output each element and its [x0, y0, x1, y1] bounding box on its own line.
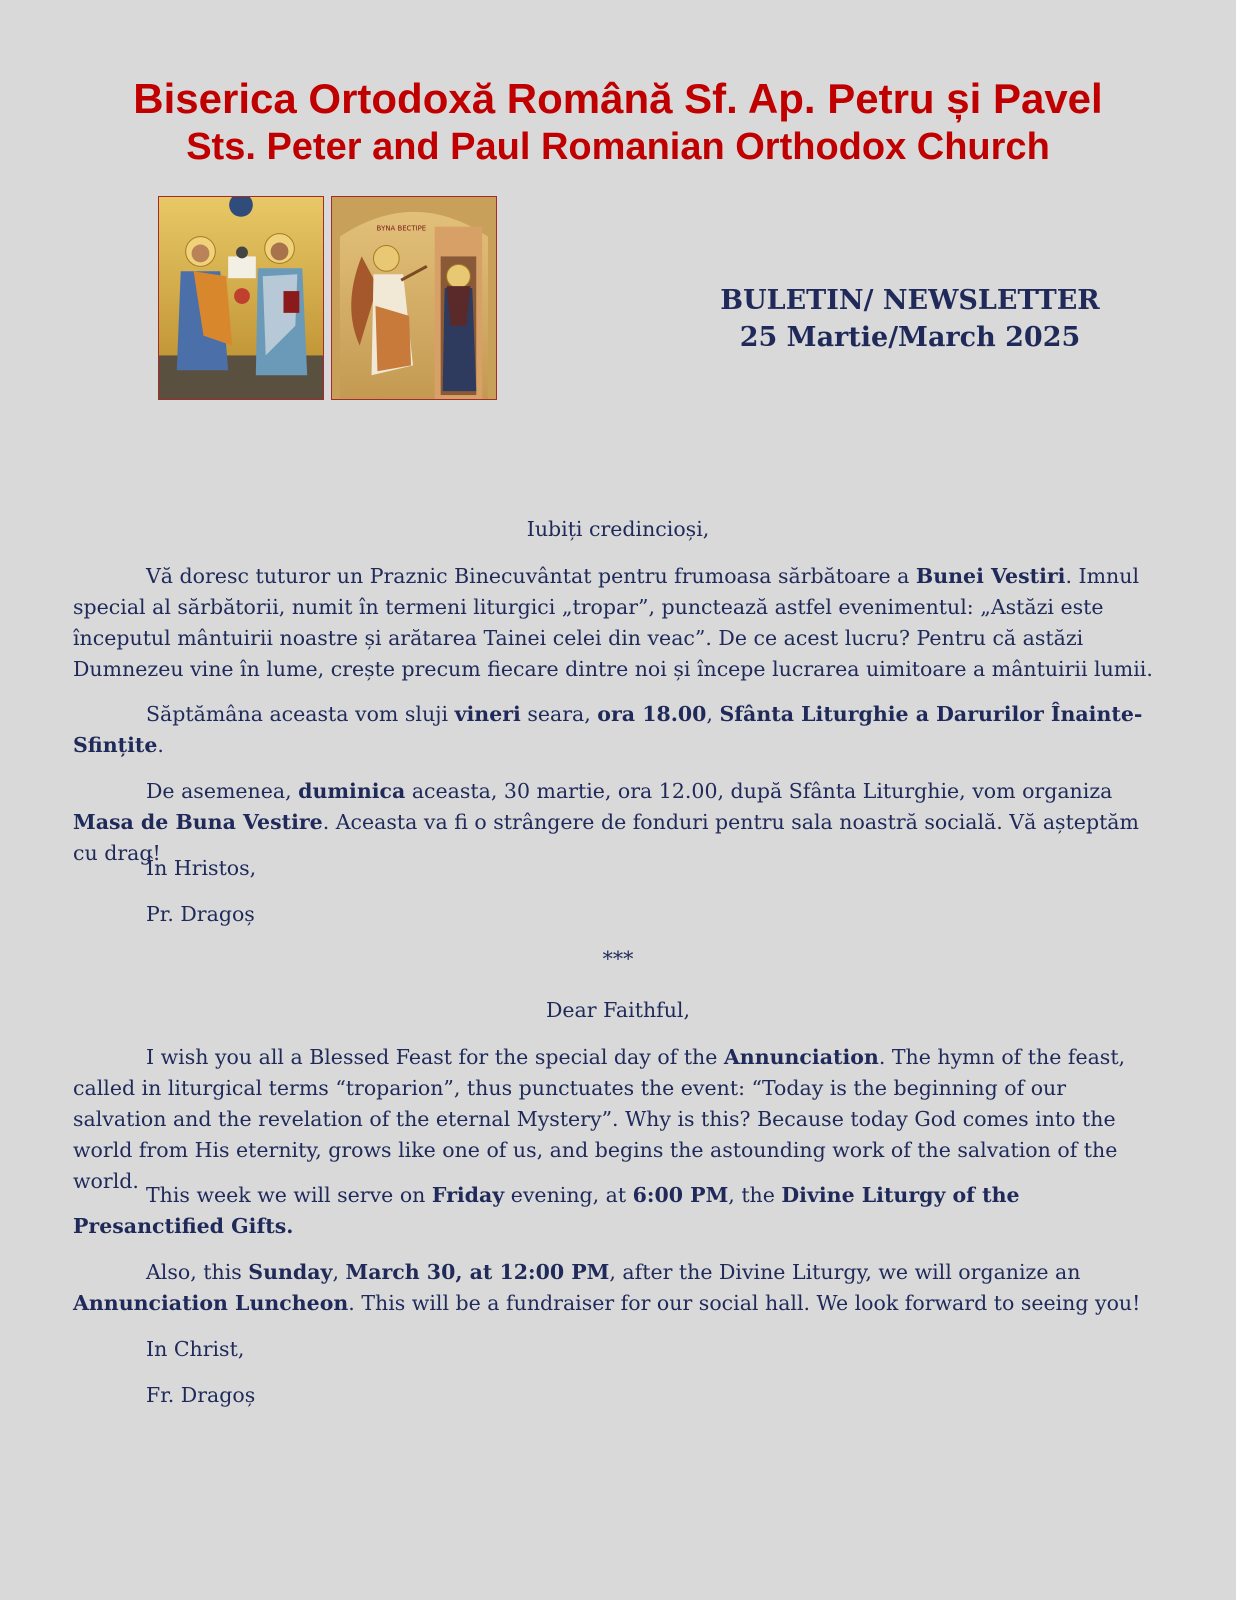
icon-caption: ΒΥΝΑ ΒΕϹΤΙΡΕ: [376, 224, 427, 233]
signature-romanian: Pr. Dragoș: [146, 902, 255, 926]
church-title-english: Sts. Peter and Paul Romanian Orthodox Church: [186, 126, 1050, 168]
paragraph-romanian-2: Săptămâna aceasta vom sluji vineri seara, ora 18.00, Sfânta Liturghie a Darurilor Înainte-Sfințite.: [73, 702, 1143, 757]
paragraph-romanian-3: De asemenea, duminica aceasta, 30 martie, ora 12.00, după Sfânta Liturghie, vom organiza Masa de Buna Vestire. Aceasta va fi o strângere de fonduri pentru sala noastră socială. Vă așteptăm cu drag!: [73, 779, 1139, 865]
section-separator: ***: [602, 947, 634, 971]
paragraph-romanian-1: Vă doresc tuturor un Praznic Binecuvântat pentru frumoasa sărbătoare a Bunei Vestiri. Imnul special al sărbătorii, numit în termeni liturgici „tropar”, punctează astfel evenimentul: „Astăzi este începutul mântuirii noastre și arătarea Tainei celei din veac”. De ce acest lucru? Pentru că astăzi Dumnezeu vine în lume, crește precum fiecare dintre noi și începe lucrarea uimitoare a mântuirii lumii.: [73, 564, 1153, 681]
saints-peter-and-paul-icon: [158, 196, 324, 400]
closing-english: In Christ,: [146, 1337, 245, 1361]
greeting-english: Dear Faithful,: [545, 998, 691, 1022]
annunciation-icon: [331, 196, 497, 400]
closing-romanian: În Hristos,: [146, 856, 257, 880]
bulletin-heading: [660, 282, 1160, 356]
greeting-romanian: Iubiți credincioși,: [526, 517, 710, 541]
paragraph-english-2: This week we will serve on Friday evening, at 6:00 PM, the Divine Liturgy of the Presanctified Gifts.: [73, 1183, 1020, 1238]
church-title-romanian: Biserica Ortodoxă Română Sf. Ap. Petru și Pavel: [133, 75, 1103, 122]
bulletin-date: 25 Martie/March 2025: [739, 322, 1081, 353]
paragraph-english-1: I wish you all a Blessed Feast for the special day of the Annunciation. The hymn of the feast, called in liturgical terms “troparion”, thus punctuates the event: “Today is the beginning of our salvation and the revelation of the eternal Mystery”. Why is this? Because today God comes into the world from His eternity, grows like one of us, and begins the astounding work of the salvation of the world.: [73, 1045, 1126, 1193]
bulletin-label: BULETIN/ NEWSLETTER: [720, 285, 1100, 316]
paragraph-english-3: Also, this Sunday, March 30, at 12:00 PM, after the Divine Liturgy, we will organize an Annunciation Luncheon. This will be a fundraiser for our social hall. We look forward to seeing you!: [73, 1260, 1141, 1315]
signature-english: Fr. Dragoș: [146, 1383, 256, 1407]
